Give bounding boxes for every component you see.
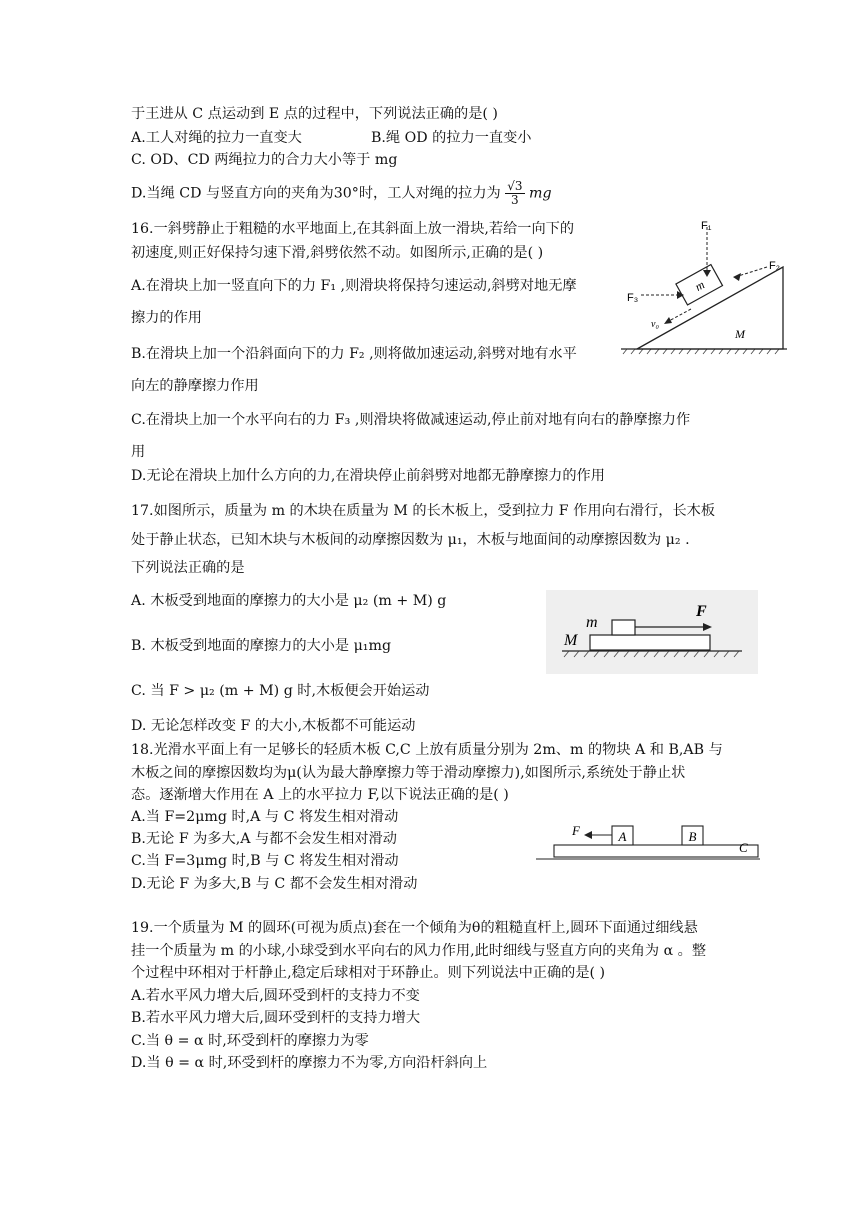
- f3-label: F₃: [627, 292, 639, 304]
- q16-option-a-1: A.在滑块上加一竖直向下的力 F₁ ,则滑块将保持匀速运动,斜劈对地无摩: [131, 278, 577, 294]
- q15-option-d-text: D.当绳 CD 与竖直方向的夹角为30°时，工人对绳的拉力为: [131, 185, 501, 202]
- board-c-label: C: [739, 840, 748, 855]
- q16-option-c-2: 用: [131, 444, 146, 460]
- q18-option-c: C.当 F=3μmg 时,B 与 C 将发生相对滑动: [131, 853, 399, 869]
- q16-option-b-1: B.在滑块上加一个沿斜面向下的力 F₂ ,则将做加速运动,斜劈对地有水平: [131, 346, 577, 362]
- q19-option-c: C.当 θ = α 时,环受到杆的摩擦力为零: [131, 1033, 369, 1049]
- sqrt3-over-3-fraction: [505, 180, 524, 207]
- long-board-shape: [590, 635, 710, 650]
- q17-option-c: C. 当 F > μ₂ (m + M) g 时,木板便会开始运动: [131, 683, 430, 699]
- block-on-board-figure: [546, 590, 758, 674]
- board-label-M: M: [564, 632, 578, 649]
- q16-stem-1: 16.一斜劈静止于粗糙的水平地面上,在其斜面上放一滑块,若给一向下的: [131, 221, 575, 237]
- wedge-label-M: M: [735, 327, 745, 341]
- block-b-label: B: [688, 829, 697, 844]
- q16-option-b-2: 向左的静摩擦力作用: [131, 378, 259, 394]
- fraction-numerator: √3: [507, 179, 523, 193]
- f1-label: F₁: [701, 220, 712, 232]
- block-label-m: m: [692, 277, 707, 294]
- q19-stem-1: 19.一个质量为 M 的圆环(可视为质点)套在一个倾角为θ的粗糙直杆上,圆环下面通过细线悬: [131, 920, 698, 936]
- small-block-shape: [612, 620, 635, 635]
- q15-option-c: C. OD、CD 两绳拉力的合力大小等于 mg: [131, 152, 398, 168]
- q18-option-d: D.无论 F 为多大,B 与 C 都不会发生相对滑动: [131, 876, 418, 892]
- board-c-shape: [554, 845, 758, 857]
- block-a-label: A: [618, 829, 627, 844]
- q18-stem-1: 18.光滑水平面上有一足够长的轻质木板 C,C 上放有质量分别为 2m、m 的物块 A 和 B,AB 与: [131, 742, 723, 758]
- q17-stem-1: 17.如图所示，质量为 m 的木块在质量为 M 的长木板上，受到拉力 F 作用向右滑行，长木板: [131, 503, 716, 519]
- incline-wedge-figure: [615, 215, 790, 360]
- q19-option-b: B.若水平风力增大后,圆环受到杆的支持力增大: [131, 1010, 421, 1026]
- q19-option-a: A.若水平风力增大后,圆环受到杆的支持力不变: [131, 988, 420, 1004]
- q15-option-a: A.工人对绳的拉力一直变大: [131, 130, 302, 146]
- fraction-denominator: 3: [511, 193, 519, 207]
- block-label-m: m: [586, 614, 598, 631]
- q16-stem-2: 初速度,则正好保持匀速下滑,斜劈依然不动。如图所示,正确的是( ): [131, 245, 544, 261]
- q16-option-c-1: C.在滑块上加一个水平向右的力 F₃ ,则滑块将做减速运动,停止前对地有向右的静摩擦力作: [131, 412, 691, 428]
- q15-option-d: [131, 180, 552, 207]
- v0-label: v₀: [651, 319, 659, 330]
- q19-option-d: D.当 θ = α 时,环受到杆的摩擦力不为零,方向沿杆斜向上: [131, 1055, 488, 1071]
- force-label-F: F: [572, 823, 580, 838]
- q16-option-d: D.无论在滑块上加什么方向的力,在滑块停止前斜劈对地都无静摩擦力的作用: [131, 468, 605, 484]
- q15-stem: 于王进从 C 点运动到 E 点的过程中，下列说法正确的是( ): [131, 106, 498, 122]
- q18-option-a: A.当 F=2μmg 时,A 与 C 将发生相对滑动: [131, 809, 399, 825]
- q17-option-b: B. 木板受到地面的摩擦力的大小是 μ₁mg: [131, 638, 392, 654]
- q15-option-d-unit: mg: [529, 185, 552, 202]
- q18-stem-3: 态。逐渐增大作用在 A 上的水平拉力 F,以下说法正确的是( ): [131, 787, 509, 803]
- q18-stem-2: 木板之间的摩擦因数均为μ(认为最大静摩擦力等于滑动摩擦力),如图所示,系统处于静止状: [131, 765, 686, 781]
- q17-stem-2: 处于静止状态，已知木块与木板间的动摩擦因数为 μ₁，木板与地面间的动摩擦因数为 μ₂ .: [131, 532, 690, 548]
- q19-stem-3: 个过程中环相对于杆静止,稳定后球相对于环静止。则下列说法中正确的是( ): [131, 965, 606, 981]
- q16-option-a-2: 擦力的作用: [131, 310, 202, 326]
- q17-stem-3: 下列说法正确的是: [131, 560, 245, 576]
- q17-option-d: D. 无论怎样改变 F 的大小,木板都不可能运动: [131, 718, 416, 734]
- q19-stem-2: 挂一个质量为 m 的小球,小球受到水平向右的风力作用,此时细线与竖直方向的夹角为 α 。整: [131, 943, 707, 959]
- two-blocks-board-figure: [534, 816, 762, 864]
- f2-label: F₂: [769, 260, 780, 272]
- force-label-F: F: [696, 603, 707, 620]
- q15-option-b: B.绳 OD 的拉力一直变小: [371, 130, 532, 146]
- q17-option-a: A. 木板受到地面的摩擦力的大小是 μ₂ (m + M) g: [131, 593, 447, 609]
- q18-option-b: B.无论 F 为多大,A 与都不会发生相对滑动: [131, 831, 397, 847]
